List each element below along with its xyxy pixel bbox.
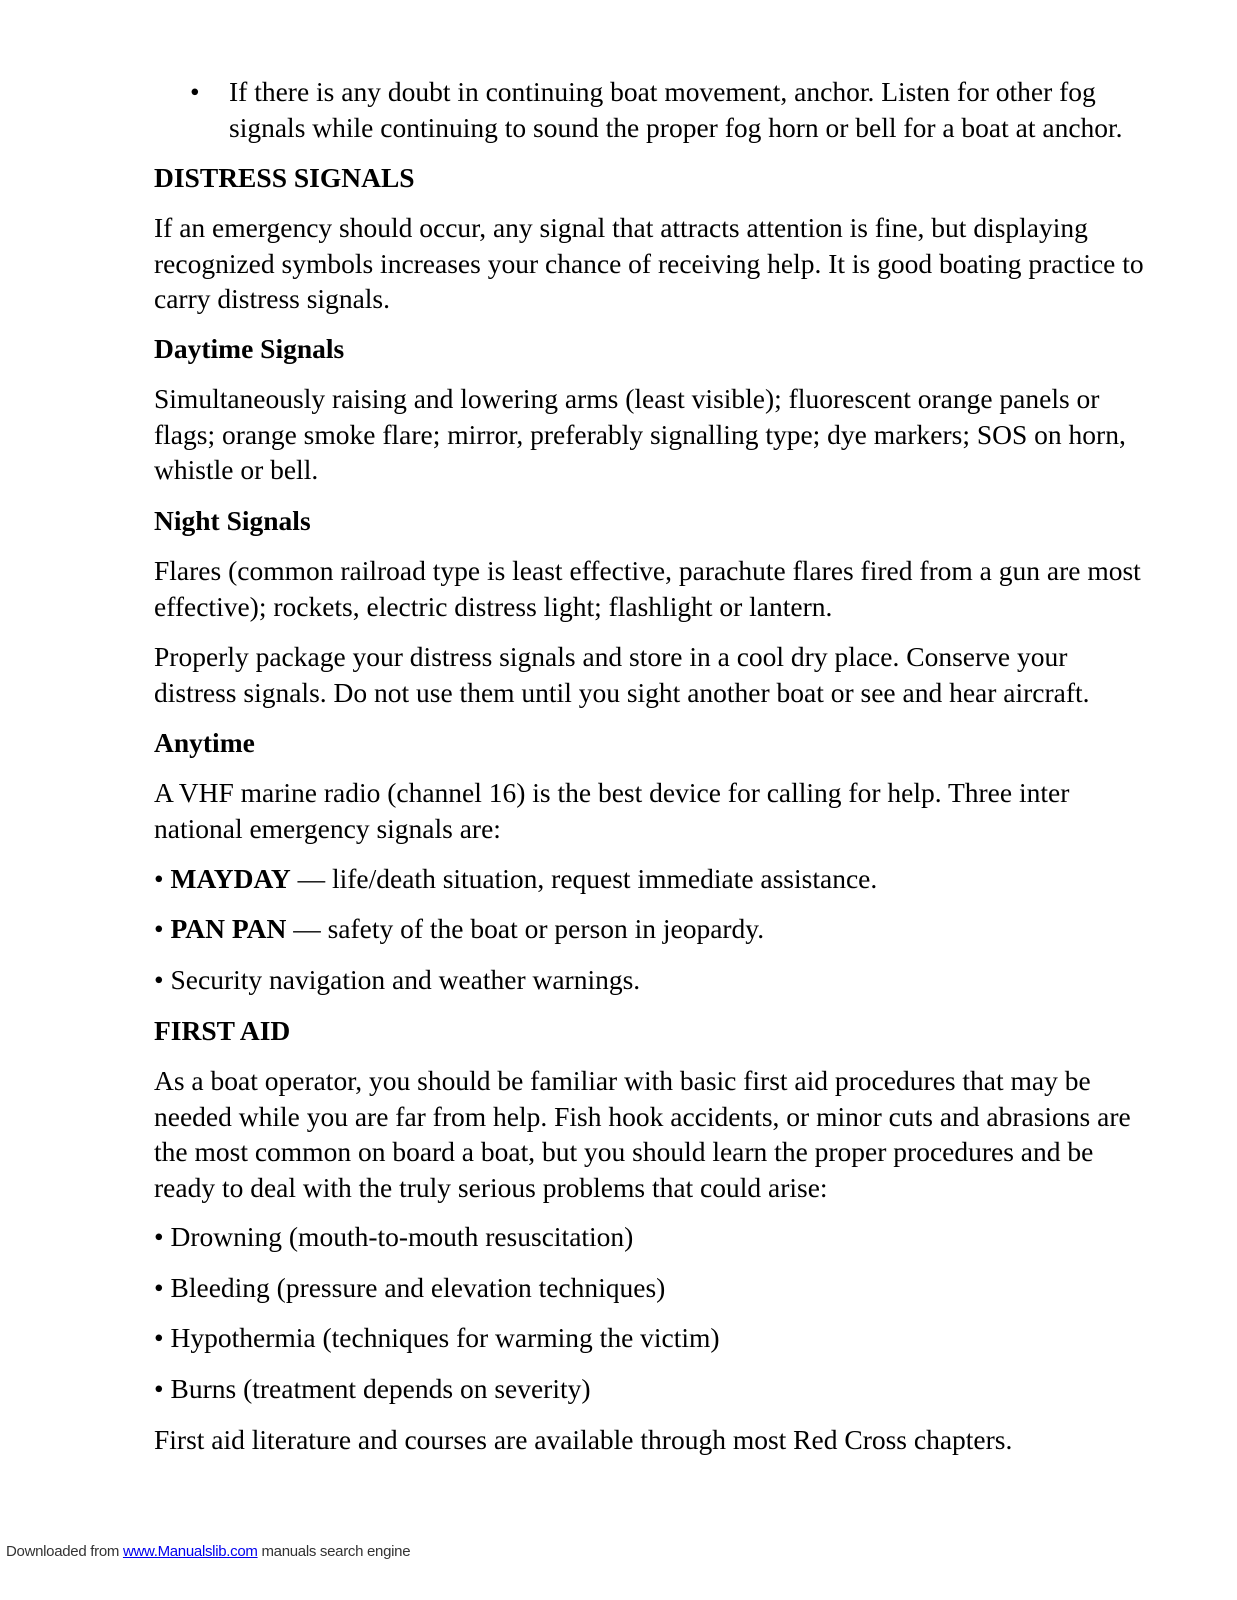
- download-footer: [6, 1543, 410, 1560]
- signal-item-mayday: [154, 861, 877, 897]
- intro-bullet-text: [229, 74, 1123, 145]
- distress-signals-heading: DISTRESS SIGNALS: [154, 162, 415, 193]
- text-line: national emergency signals are:: [154, 812, 501, 844]
- signal-description: Security navigation and weather warnings.: [163, 964, 641, 995]
- signal-item-security: [154, 962, 640, 998]
- first-aid-item-bleeding: • Bleeding (pressure and elevation techniques): [154, 1272, 666, 1303]
- text-line: Simultaneously raising and lowering arms (least visible); fluorescent orange panels or: [154, 383, 1100, 414]
- daytime-signals-heading: Daytime Signals: [154, 333, 345, 364]
- signal-term: PAN PAN: [170, 913, 287, 944]
- first-aid-paragraph: [154, 1063, 1131, 1205]
- distress-intro-paragraph: [154, 210, 1144, 317]
- footer-prefix: Downloaded from: [6, 1543, 123, 1560]
- manualslib-link[interactable]: www.Manualslib.com: [122, 1543, 258, 1560]
- first-aid-heading: FIRST AID: [154, 1015, 291, 1046]
- bullet: •: [154, 913, 164, 944]
- first-aid-item-drowning: • Drowning (mouth-to-mouth resuscitation): [154, 1221, 634, 1252]
- text-line: ready to deal with the truly serious problems that could arise:: [154, 1171, 828, 1203]
- first-aid-closing: First aid literature and courses are available through most Red Cross chapters.: [154, 1424, 1013, 1455]
- text-line: recognized symbols increases your chance of receiving help. It is good boating practice to: [154, 247, 1144, 279]
- signal-item-pan-pan: [154, 911, 764, 947]
- signal-storage-paragraph: [154, 639, 1090, 710]
- signal-description: — safety of the boat or person in jeopardy.: [286, 913, 765, 944]
- night-signals-heading: Night Signals: [154, 505, 311, 536]
- text-line: flags; orange smoke flare; mirror, preferably signalling type; dye markers; SOS on horn,: [154, 418, 1126, 450]
- text-line: If there is any doubt in continuing boat movement, anchor. Listen for other fog: [229, 76, 1096, 107]
- text-line: effective); rockets, electric distress light; flashlight or lantern.: [154, 590, 833, 622]
- night-signals-paragraph: [154, 553, 1141, 624]
- text-line: signals while continuing to sound the proper fog horn or bell for a boat at anchor.: [229, 111, 1123, 143]
- footer-suffix: manuals search engine: [257, 1543, 411, 1560]
- text-line: If an emergency should occur, any signal that attracts attention is fine, but displaying: [154, 212, 1088, 243]
- text-line: needed while you are far from help. Fish hook accidents, or minor cuts and abrasions are: [154, 1100, 1131, 1132]
- text-line: the most common on board a boat, but you should learn the proper procedures and be: [154, 1136, 1094, 1167]
- bullet: •: [154, 863, 164, 894]
- text-line: whistle or bell.: [154, 454, 319, 485]
- signal-description: — life/death situation, request immediate assistance.: [290, 863, 878, 894]
- text-line: As a boat operator, you should be familiar with basic first aid procedures that may be: [154, 1065, 1091, 1096]
- anytime-heading: Anytime: [154, 727, 255, 758]
- first-aid-item-hypothermia: • Hypothermia (techniques for warming the victim): [154, 1322, 720, 1353]
- anytime-paragraph: [154, 775, 1084, 846]
- text-line: A VHF marine radio (channel 16) is the best device for calling for help. Three inter: [154, 777, 1070, 808]
- bullet: •: [154, 964, 164, 995]
- intro-bullet-marker: •: [190, 76, 200, 107]
- text-line: Properly package your distress signals and store in a cool dry place. Conserve your: [154, 641, 1068, 672]
- text-line: distress signals. Do not use them until you sight another boat or see and hear aircraft.: [154, 676, 1090, 708]
- daytime-signals-paragraph: [154, 381, 1126, 488]
- signal-term: MAYDAY: [170, 863, 291, 894]
- first-aid-item-burns: • Burns (treatment depends on severity): [154, 1373, 591, 1404]
- text-line: carry distress signals.: [154, 283, 390, 314]
- text-line: Flares (common railroad type is least effective, parachute flares fired from a gun are most: [154, 555, 1141, 586]
